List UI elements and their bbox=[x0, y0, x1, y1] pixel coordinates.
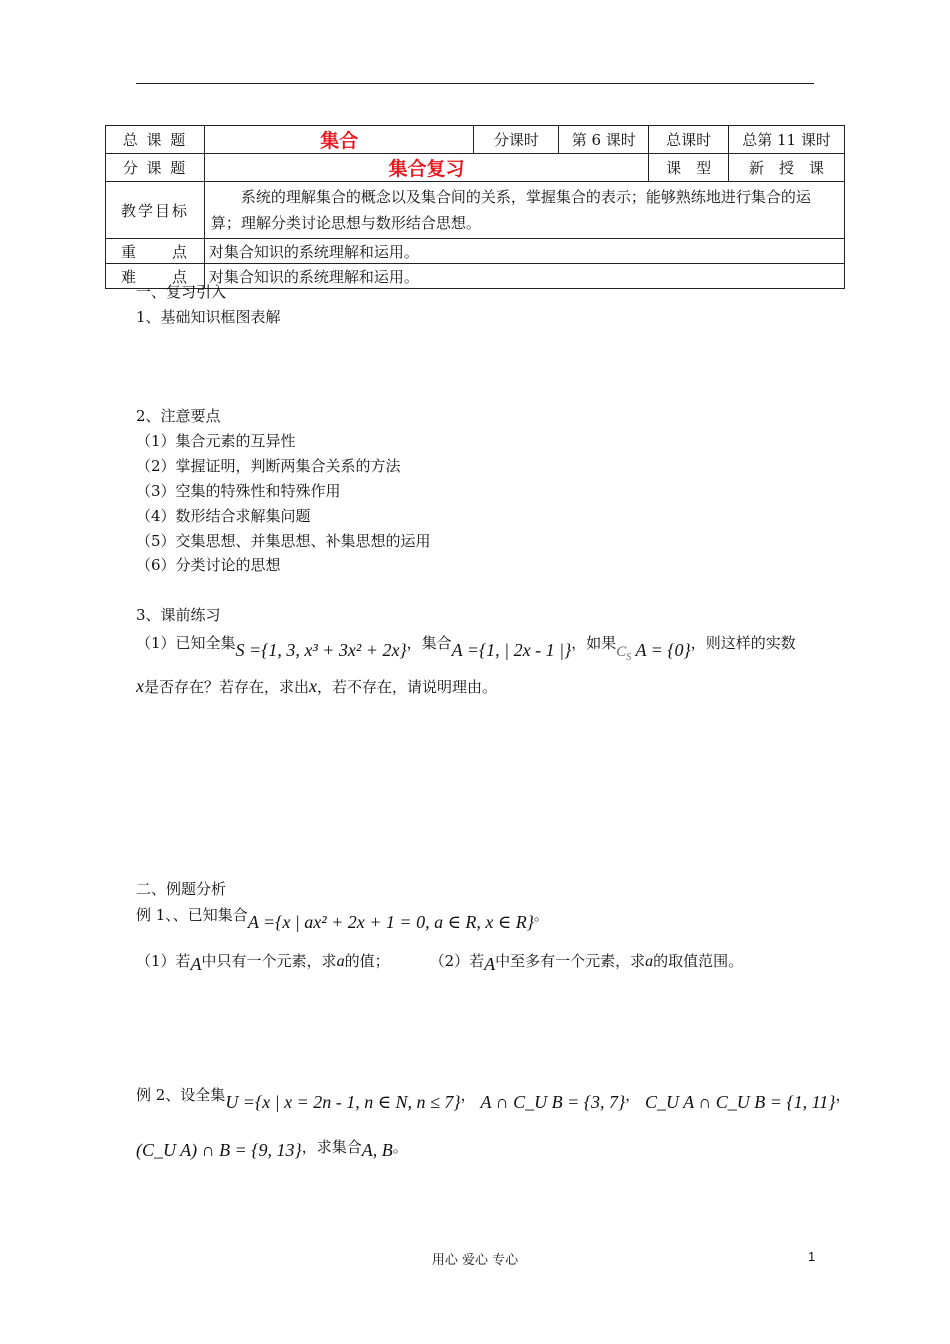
formula: A, B bbox=[361, 1140, 393, 1160]
formula-part: A = {0} bbox=[631, 640, 691, 660]
subsection-heading: 2、注意要点 bbox=[136, 407, 221, 425]
text: 。 bbox=[392, 1138, 408, 1156]
value-cell: 第 6 课时 bbox=[559, 126, 649, 154]
formula: C_U A ∩ C_U B = {1, 11} bbox=[644, 1092, 836, 1112]
label-cell: 课 型 bbox=[649, 154, 729, 182]
formula: a bbox=[336, 953, 345, 970]
text: （1）已知全集 bbox=[136, 634, 236, 652]
text: 中至多有一个元素，求 bbox=[495, 952, 646, 970]
text: ， bbox=[625, 1086, 641, 1104]
text: ，如果 bbox=[571, 634, 617, 652]
label-cell: 难 点 bbox=[106, 264, 205, 289]
example1-questions bbox=[136, 950, 743, 972]
formula: (C_U A) ∩ B = {9, 13} bbox=[136, 1140, 302, 1160]
text: （1）若 bbox=[136, 952, 191, 970]
exercise-line-1 bbox=[136, 632, 796, 663]
formula: a bbox=[645, 953, 654, 970]
label-cell: 教学目标 bbox=[106, 182, 205, 239]
lesson-info-table bbox=[105, 125, 845, 289]
formula: x bbox=[309, 676, 318, 696]
formula: A bbox=[190, 954, 202, 974]
list-item: （4）数形结合求解集问题 bbox=[136, 507, 311, 525]
formula: U ={x | x = 2n - 1, n ∈ N, n ≤ 7} bbox=[225, 1092, 461, 1112]
objectives-text: 系统的理解集合的概念以及集合间的关系，掌握集合的表示；能够熟练地进行集合的运算；理解分类讨论思想与数形结合思想。 bbox=[204, 182, 844, 239]
subsection-heading: 1、基础知识框图表解 bbox=[136, 308, 281, 326]
table-row bbox=[106, 126, 845, 154]
formula: A ∩ C_U B = {3, 7} bbox=[480, 1092, 626, 1112]
value-cell: 新 授 课 bbox=[729, 154, 845, 182]
text: 的取值范围。 bbox=[653, 952, 744, 970]
table-row bbox=[106, 182, 845, 239]
text: （2）若 bbox=[429, 952, 485, 970]
text: ，求集合 bbox=[301, 1138, 362, 1156]
text: ，集合 bbox=[406, 634, 452, 652]
text: ，若不存在，请说明理由。 bbox=[317, 678, 498, 696]
example2-line-2 bbox=[136, 1136, 408, 1160]
section-heading: 二、例题分析 bbox=[136, 880, 227, 898]
course-title: 集合 bbox=[204, 126, 474, 154]
list-item: （2）掌握证明，判断两集合关系的方法 bbox=[136, 457, 401, 475]
exercise-line-2 bbox=[136, 676, 497, 697]
header-rule bbox=[136, 83, 814, 84]
formula bbox=[616, 640, 691, 663]
list-item: （3）空集的特殊性和特殊作用 bbox=[136, 482, 341, 500]
key-points-text: 对集合知识的系统理解和运用。 bbox=[204, 239, 844, 264]
text: 的值； bbox=[344, 952, 390, 970]
formula: A ={1, | 2x - 1 |} bbox=[451, 640, 572, 660]
list-item: （1）集合元素的互异性 bbox=[136, 432, 296, 450]
section-heading: 一、复习引入 bbox=[136, 283, 227, 301]
text: 是否存在？若存在，求出 bbox=[144, 678, 310, 696]
formula: S ={1, 3, x³ + 3x² + 2x} bbox=[235, 640, 407, 660]
lesson-title: 集合复习 bbox=[204, 154, 648, 182]
formula: A ={x | ax² + 2x + 1 = 0, a ∈ R, x ∈ R} bbox=[247, 912, 534, 932]
table-row bbox=[106, 239, 845, 264]
text: 中只有一个元素，求 bbox=[201, 952, 337, 970]
text: ，则这样的实数 bbox=[690, 634, 796, 652]
formula-subscript: S bbox=[626, 652, 632, 663]
value-cell: 总第 11 课时 bbox=[729, 126, 845, 154]
list-item: （6）分类讨论的思想 bbox=[136, 556, 281, 574]
label-cell: 总 课 题 bbox=[106, 126, 205, 154]
difficulty-text: 对集合知识的系统理解和运用。 bbox=[204, 264, 844, 289]
example2-line-1 bbox=[136, 1084, 851, 1112]
label-cell: 分 课 题 bbox=[106, 154, 205, 182]
text: ， bbox=[835, 1086, 851, 1104]
text: 例 2、设全集 bbox=[136, 1086, 226, 1104]
formula: A bbox=[484, 954, 496, 974]
formula-part: C bbox=[616, 644, 627, 660]
text: ， bbox=[460, 1086, 476, 1104]
formula: x bbox=[136, 676, 144, 696]
example1-line bbox=[136, 904, 549, 932]
label-cell: 分课时 bbox=[474, 126, 559, 154]
list-item: （5）交集思想、并集思想、补集思想的运用 bbox=[136, 532, 431, 550]
subsection-heading: 3、课前练习 bbox=[136, 606, 221, 624]
text: 。 bbox=[533, 906, 549, 924]
text: 例 1、、已知集合 bbox=[136, 906, 248, 924]
page-number: 1 bbox=[808, 1249, 816, 1264]
page-footer: 用心 爱心 专心 bbox=[431, 1253, 519, 1268]
label-cell: 总课时 bbox=[649, 126, 729, 154]
table-row bbox=[106, 154, 845, 182]
label-cell: 重 点 bbox=[106, 239, 205, 264]
